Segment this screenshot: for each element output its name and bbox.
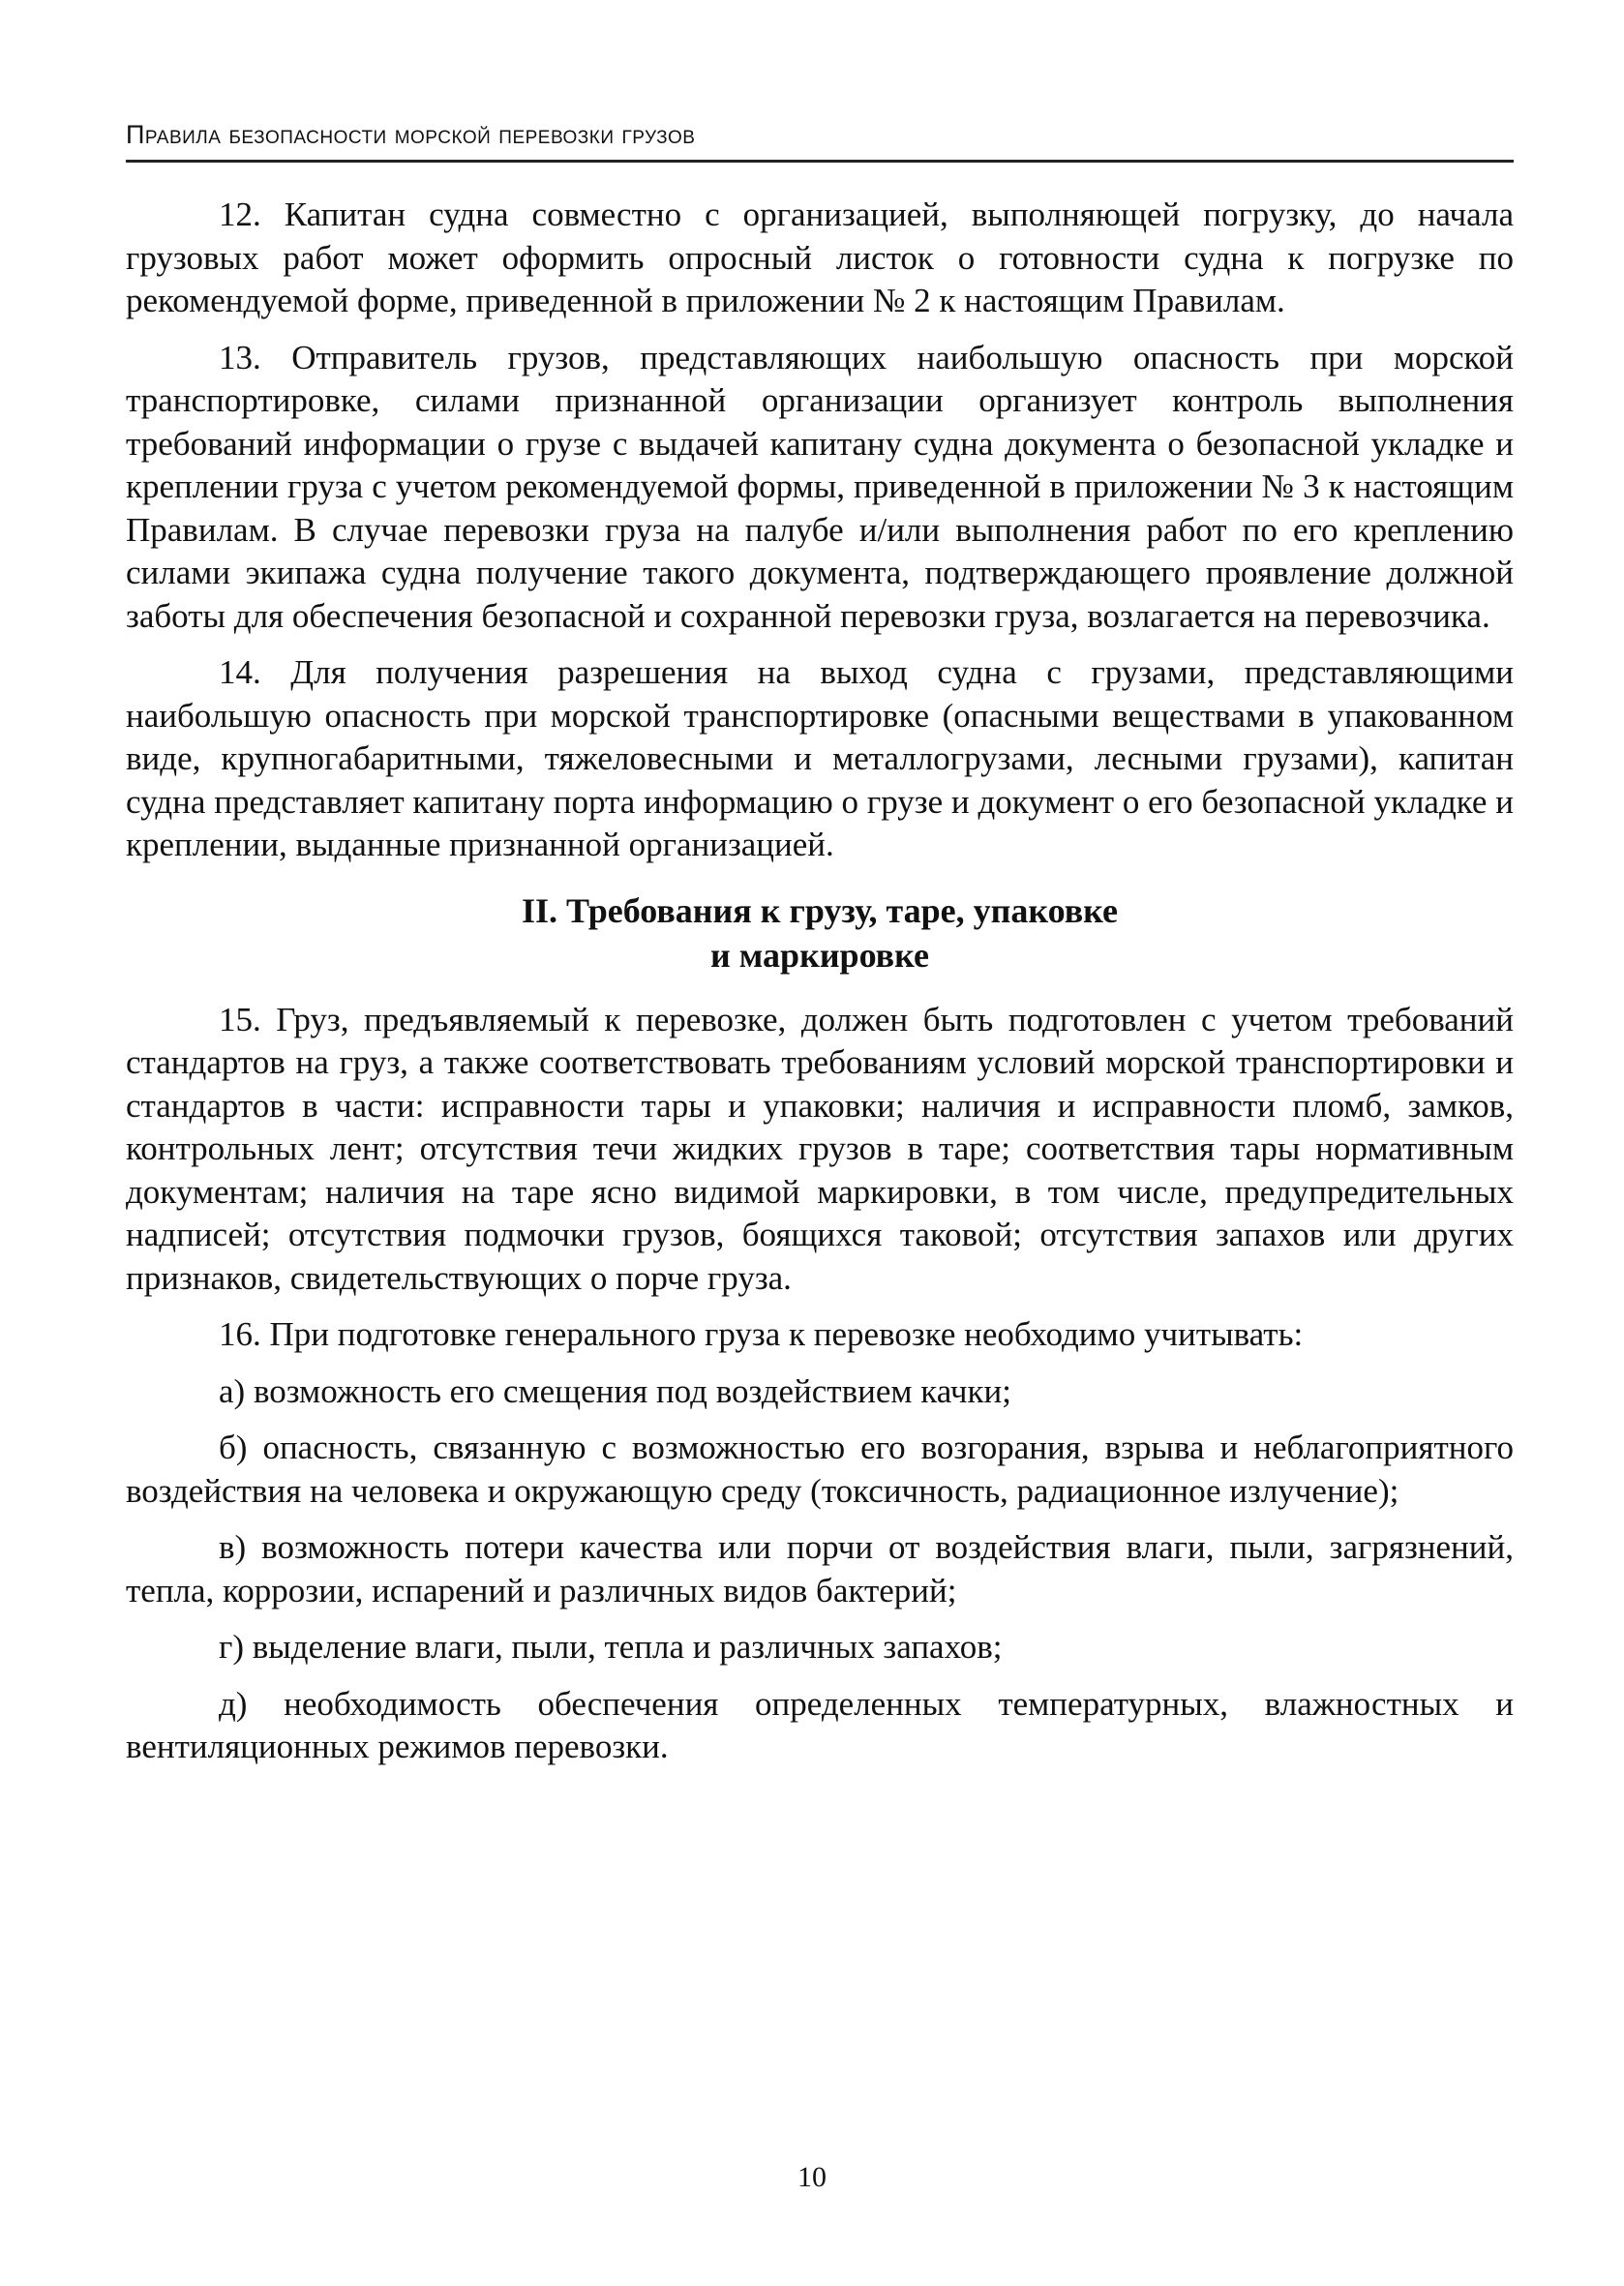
paragraph-12: 12. Капитан судна совместно с организацией, выполняющей погрузку, до начала грузовых работ может оформить опросный листок о готовности судна к погрузке по рекомендуемой форме, приведенной в приложении № 2 к настоящим Правилам. [126,196,1514,319]
paragraph-13: 13. Отправитель грузов, представляющих наибольшую опасность при морской транспортировке, силами признанной организации организует контроль выполнения требований информации о грузе с выдачей капитану судна документа о безопасной укладке и креплении груза с учетом рекомендуемой формы, приведенной в приложении № 3 к настоящим Правилам. В случае перевозки груза на палубе и/или выполнения работ по его креплению силами экипажа судна получение такого документа, подтверждающего проявление должной заботы для обеспечения безопасной и сохранной перевозки груза, возлагается на перевозчика. [126,338,1514,635]
running-header: Правила безопасности морской перевозки грузов [126,120,696,149]
paragraph-16: 16. При подготовке генерального груза к перевозке необходимо учитывать: [219,1315,1304,1353]
list-item-a: а) возможность его смещения под воздействием качки; [219,1371,1011,1410]
paragraph-15: 15. Груз, предъявляемый к перевозке, должен быть подготовлен с учетом требований стандартов на груз, а также соответствовать требованиям условий морской транспортировки и стандартов в части: исправности тары и упаковки; наличия и исправности пломб, замков, контрольных лент; отсутствия течи жидких грузов в таре; соответствия тары нормативным документам; наличия на таре ясно видимой маркировки, в том числе, предупредительных надписей; отсутствия подмочки грузов, боящихся таковой; отсутствия запахов или других признаков, свидетельствующих о порче груза. [126,1000,1514,1297]
page-number: 10 [797,2161,827,2193]
header-rule [126,160,1514,163]
list-item-g: г) выделение влаги, пыли, тепла и различных запахов; [219,1628,1003,1666]
list-item-v: в) возможность потери качества или порчи от воздействия влаги, пыли, загрязнений, тепла, коррозии, испарений и различных видов бактерий; [126,1528,1514,1609]
section-title-line-2: и маркировке [710,935,929,975]
section-title [126,888,1514,978]
body-text [126,194,1514,1783]
list-item-d: д) необходимость обеспечения определенных температурных, влажностных и вентиляционных режимов перевозки. [126,1684,1514,1765]
paragraph-14: 14. Для получения разрешения на выход судна с грузами, представляющими наибольшую опасность при морской транспортировке (опасными веществами в упакованном виде, крупногабаритными, тяжеловесными и металлогрузами, лесными грузами), капитан судна представляет капитану порта информацию о грузе и документ о его безопасной укладке и креплении, выданные признанной организацией. [126,653,1514,863]
list-item-b: б) опасность, связанную с возможностью его возгорания, взрыва и неблагоприятного воздействия на человека и окружающую среду (токсичность, радиационное излучение); [126,1429,1514,1510]
section-title-line-1: II. Требования к грузу, таре, упаковке [522,890,1118,930]
